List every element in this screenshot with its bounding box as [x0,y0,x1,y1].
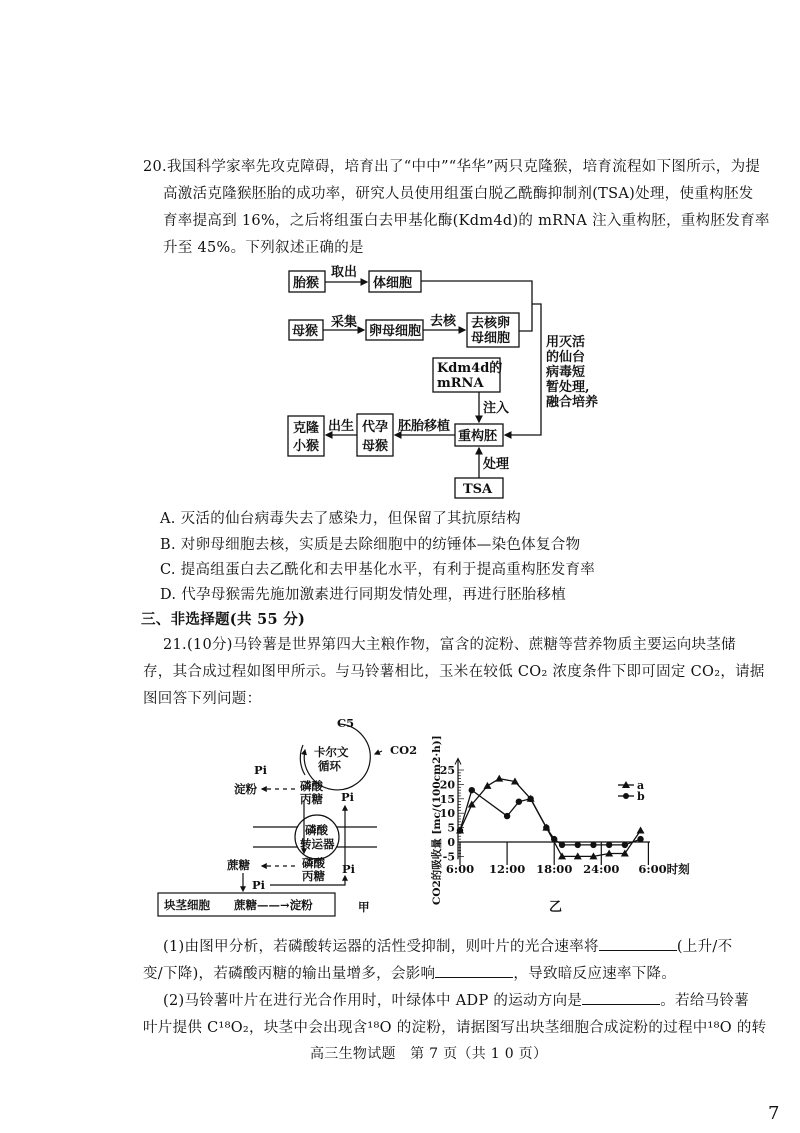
label-virus-4: 暂处理, [546,380,590,395]
data-point-a [495,775,503,782]
label-sucrose-to-starch: 蔗糖——→淀粉 [234,898,313,912]
label-co2: CO2 [390,743,418,757]
label-embryo-transfer: 胚胎移植 [398,419,451,434]
y-tick-label: -5 [442,850,455,864]
data-point-a [483,782,491,789]
box-mother-monkey: 母猴 [292,324,319,339]
data-point-b [457,827,463,833]
box-surrogate-1: 代孕 [362,420,389,435]
q21-sub2-text: (2)马铃薯叶片在进行光合作用时，叶绿体中 ADP 的运动方向是 [163,993,583,1009]
label-pi-top: Pi [254,763,268,777]
label-pi-low-right: Pi [342,862,356,876]
q21-sub1-text: (1)由图甲分析，若磷酸转运器的活性受抑制，则叶片的光合速率将 [163,939,599,955]
data-point-b [543,824,549,830]
option-a: A. 灭活的仙台病毒失去了感染力，但保留了其抗原结构 [160,511,521,527]
label-inject: 注入 [483,401,510,416]
data-point-b [504,813,510,819]
q20-line-1: 20.我国科学家率先攻克障碍，培育出了“中中”“华华”两只克隆猴，培育流程如下图所示，为提 [143,159,761,175]
label-calvin-1: 卡尔文 [314,745,349,759]
option-c: C. 提高组蛋白去乙酰化和去甲基化水平，有利于提高重构胚发育率 [160,562,596,578]
q21-sub2-text-2: 。若给马铃薯 [660,993,750,1009]
page-footer: 高三生物试题 第 7 页（共 1 0 页） [310,1046,548,1062]
label-virus-2: 的仙台 [546,350,586,365]
q21-sub2-line2: 叶片提供 C¹⁸O₂，块茎中会出现含¹⁸O 的淀粉，请据图写出块茎细胞合成淀粉的过程中¹⁸O 的转 [143,1020,767,1036]
data-point-b [606,842,612,848]
box-clone-2: 小猴 [293,439,320,454]
label-triose-2: 丙糖 [300,792,323,806]
q20-line-4: 升至 45%。下列叙述正确的是 [163,240,364,256]
series-line-b [460,790,641,845]
data-point-b [469,787,475,793]
q21-line-2: 存，其合成过程如图甲所示。与马铃薯相比，玉米在较低 CO₂ 浓度条件下即可固定 CO₂，请据 [143,664,765,680]
label-fig-a: 甲 [358,900,370,914]
option-b: B. 对卵母细胞去核，实质是去除细胞中的纺锤体—染色体复合物 [160,537,581,553]
label-collect: 采集 [331,315,358,330]
q21-line-1: 21.(10分)马铃薯是世界第四大主粮作物，富含的淀粉、蔗糖等营养物质主要运向块茎储 [163,637,736,653]
box-kdm4d-2: mRNA [437,376,484,391]
legend-label-a: a [637,779,645,792]
section-heading: 三、非选择题(共 55 分) [141,611,306,628]
x-tick-label: 6:00 [445,862,475,876]
data-point-b [622,842,628,848]
label-pi-right: Pi [341,790,355,804]
x-tick-label: 6:00时刻 [638,862,690,876]
q21-sub1-text-3: ，导致暗反应速率下降。 [513,966,677,982]
label-triose-1: 磷酸 [300,779,323,793]
x-tick-label: 24:00 [583,862,620,876]
y-tick-label: 25 [439,764,455,777]
option-d: D. 代孕母猴需先施加激素进行同期发情处理，再进行胚胎移植 [160,587,567,603]
box-tsa: TSA [463,482,493,497]
q21-sub1-line2 [143,962,676,983]
q21-sub2-line1 [163,989,749,1010]
label-c5: C5 [337,716,355,730]
q21-line-3: 图回答下列问题： [143,691,262,707]
label-enucleate: 去核 [430,314,457,329]
q21-sub1-options: (上升/不 [676,939,733,955]
box-somatic-cell: 体细胞 [373,276,413,291]
box-enucleated-oocyte-2: 母细胞 [471,331,511,346]
box-oocyte: 卵母细胞 [369,324,422,339]
box-clone-1: 克隆 [293,421,320,436]
label-virus-5: 融合培养 [546,395,599,410]
label-virus-3: 病毒短 [546,365,586,380]
box-kdm4d-1: Kdm4d的 [437,361,503,376]
label-take-out: 取出 [331,265,358,280]
data-point-a [637,826,645,833]
data-point-b [575,842,581,848]
data-point-b [527,796,533,802]
legend-label-b: b [637,790,645,803]
label-triose-low-2: 丙糖 [302,869,325,883]
label-sucrose: 蔗糖 [227,858,250,872]
y-tick-label: 5 [447,821,455,835]
q21-sub1-line1 [163,935,732,956]
data-point-b [637,836,643,842]
label-calvin-2: 循环 [318,759,341,773]
answer-blank-1[interactable] [599,936,677,951]
page-number: 7 [768,1103,780,1124]
box-surrogate-2: 母猴 [362,439,389,454]
y-tick-label: 10 [439,807,455,821]
label-virus-1: 用灭活 [546,335,586,350]
answer-blank-2[interactable] [435,963,513,978]
legend-marker-b [623,793,629,799]
label-treat: 处理 [483,457,510,472]
y-tick-label: 20 [439,778,455,792]
box-enucleated-oocyte-1: 去核卵 [471,316,511,331]
chart-label: 乙 [549,900,563,915]
y-axis-label: CO2的吸收量 [mc/(100cm2·h)] [431,735,443,905]
q21-sub1-text-2: 变/下降)，若磷酸丙糖的输出量增多，会影响 [143,966,436,982]
label-pi-low: Pi [252,878,266,892]
label-starch: 淀粉 [234,782,257,796]
box-fetal-monkey: 胎猴 [293,276,320,291]
data-point-b [590,842,596,848]
y-tick-label: 0 [447,836,455,849]
label-triose-low-1: 磷酸 [302,856,325,870]
q20-line-3: 育率提高到 16%，之后将组蛋白去甲基化酶(Kdm4d)的 mRNA 注入重构胚，重构胚发育率 [163,213,770,229]
label-transporter-2: 转运器 [300,837,335,851]
answer-blank-3[interactable] [582,990,660,1005]
x-tick-label: 18:00 [536,862,573,876]
box-reconstructed-embryo: 重构胚 [458,429,498,444]
label-birth: 出生 [328,419,355,434]
chart-b [430,735,690,915]
data-point-b [516,798,522,804]
y-tick-label: 15 [439,792,455,806]
q20-line-2: 高激活克隆猴胚胎的成功率，研究人员使用组蛋白脱乙酰酶抑制剂(TSA)处理，使重构胚发 [163,186,754,202]
data-point-b [551,836,557,842]
label-tuber-cell: 块茎细胞 [164,898,210,912]
x-tick-label: 12:00 [488,862,526,876]
label-transporter-1: 磷酸 [305,823,328,837]
data-point-b [559,842,565,848]
